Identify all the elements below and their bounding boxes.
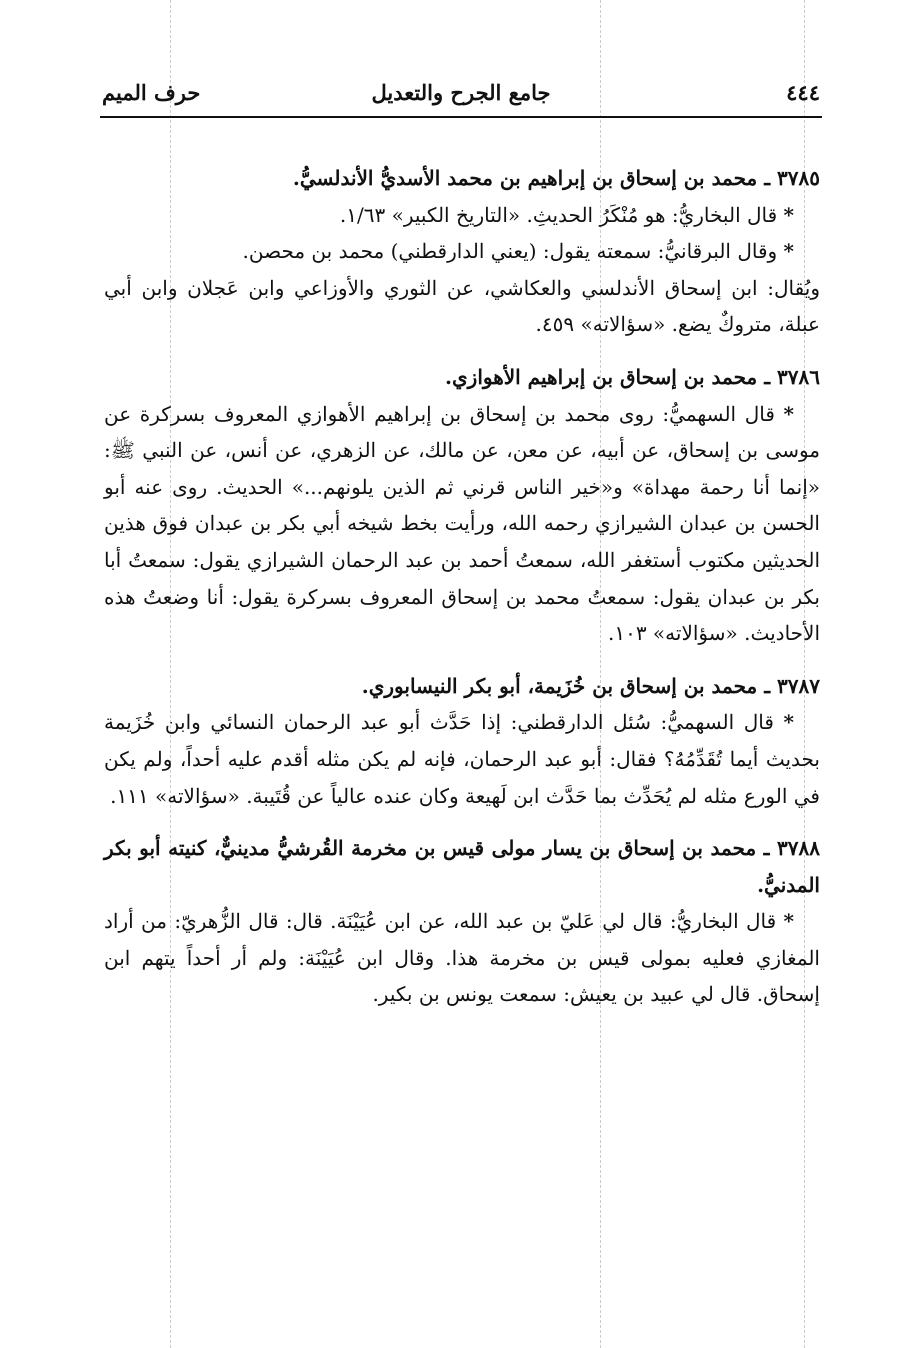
star-marker: *: [783, 710, 795, 735]
entry-heading: ٣٧٨٦ ـ محمد بن إسحاق بن إبراهيم الأهوازي.: [445, 364, 820, 389]
entry-3788: [104, 830, 820, 1013]
running-header: [102, 80, 820, 112]
entry-paragraph: [104, 704, 820, 814]
paragraph-text: قال البخاريُّ: هو مُنْكَرُ الحديثِ. «التاريخ الكبير» ١/٦٣.: [339, 202, 778, 227]
entry-paragraph: [104, 903, 820, 1013]
entry-3787: [104, 668, 820, 814]
paragraph-text: قال البخاريُّ: قال لي عَليّ بن عبد الله، عن ابن عُيَيْنَة. قال: قال الزُّهريّ: من أراد المغازي فعليه بمولى قيس بن مخرمة هذا. وقال ابن عُيَيْنَة: ولم أر أحداً يتهم ابن إسحاق. قال لي عبيد بن يعيش: سمعت يونس بن بكير.: [104, 909, 820, 1007]
page-body: [104, 160, 820, 1029]
entry-paragraph: [104, 396, 820, 652]
entry-paragraph: [104, 233, 820, 270]
entry-heading: ٣٧٨٧ ـ محمد بن إسحاق بن خُزَيمة، أبو بكر النيسابوري.: [361, 673, 820, 698]
paragraph-text: ويُقال: ابن إسحاق الأندلسي والعكاشي، عن الثوري والأوزاعي وابن عَجلان وابن أبي عبلة، متروكٌ يضع. «سؤالاته» ٤٥٩.: [104, 275, 820, 337]
entry-heading: ٣٧٨٨ ـ محمد بن إسحاق بن يسار مولى قيس بن مخرمة القُرشيُّ مدينيٌّ، كنيته أبو بكر المدنيُّ.: [104, 836, 820, 897]
star-marker: *: [783, 239, 794, 264]
section-title: حرف الميم: [102, 80, 201, 105]
star-marker: *: [783, 909, 794, 934]
paragraph-text: قال السهميُّ: سُئل الدارقطني: إذا حَدَّث أبو عبد الرحمان النسائي وابن خُزَيمة بحديث أيما تُقَدِّمُهُ؟ فقال: أبو عبد الرحمان، فإنه لم يكن مثله أقدم عليه أحداً، ولم يكن في الورع مثله لم يُحَدِّث بما حَدَّث ابن لَهيعة وكان عنده عالياً عن قُتَيبة. «سؤالاته» ١١١.: [104, 710, 820, 808]
paragraph-text: قال السهميُّ: روى محمد بن إسحاق بن إبراهيم الأهوازي المعروف بسركرة عن موسى بن إسحاق، عن أبيه، عن معن، عن مالك، عن الزهري، عن أنس، عن النبي ﷺ: «إنما أنا رحمة مهداة» و«خير الناس قرني ثم الذين يلونهم...» الحديث. روى عنه أبو الحسن بن عبدان الشيرازي رحمه الله، ورأيت بخط شيخه أبي بكر بن عبدان فوق هذين الحديثين مكتوب أستغفر الله، سمعتُ أحمد بن عبد الرحمان الشيرازي يقول: سمعتُ أبا بكر بن عبدان يقول: سمعتُ محمد بن إسحاق المعروف بسركرة يقول: أنا وضعتُ هذه الأحاديث. «سؤالاته» ١٠٣.: [104, 401, 821, 646]
header-rule: [100, 116, 822, 118]
paragraph-text: وقال البرقانيُّ: سمعته يقول: (يعني الدارقطني) محمد بن محصن.: [242, 239, 778, 264]
entry-paragraph: [104, 197, 820, 234]
entry-3785: [104, 160, 820, 343]
book-title: جامع الجرح والتعديل: [371, 80, 551, 105]
entry-paragraph: [104, 270, 820, 343]
entry-heading: ٣٧٨٥ ـ محمد بن إسحاق بن إبراهيم بن محمد الأسديُّ الأندلسيُّ.: [292, 166, 820, 190]
entry-3786: [104, 359, 820, 652]
star-marker: *: [783, 202, 794, 227]
page-number: ٤٤٤: [786, 80, 820, 105]
star-marker: *: [783, 401, 794, 426]
